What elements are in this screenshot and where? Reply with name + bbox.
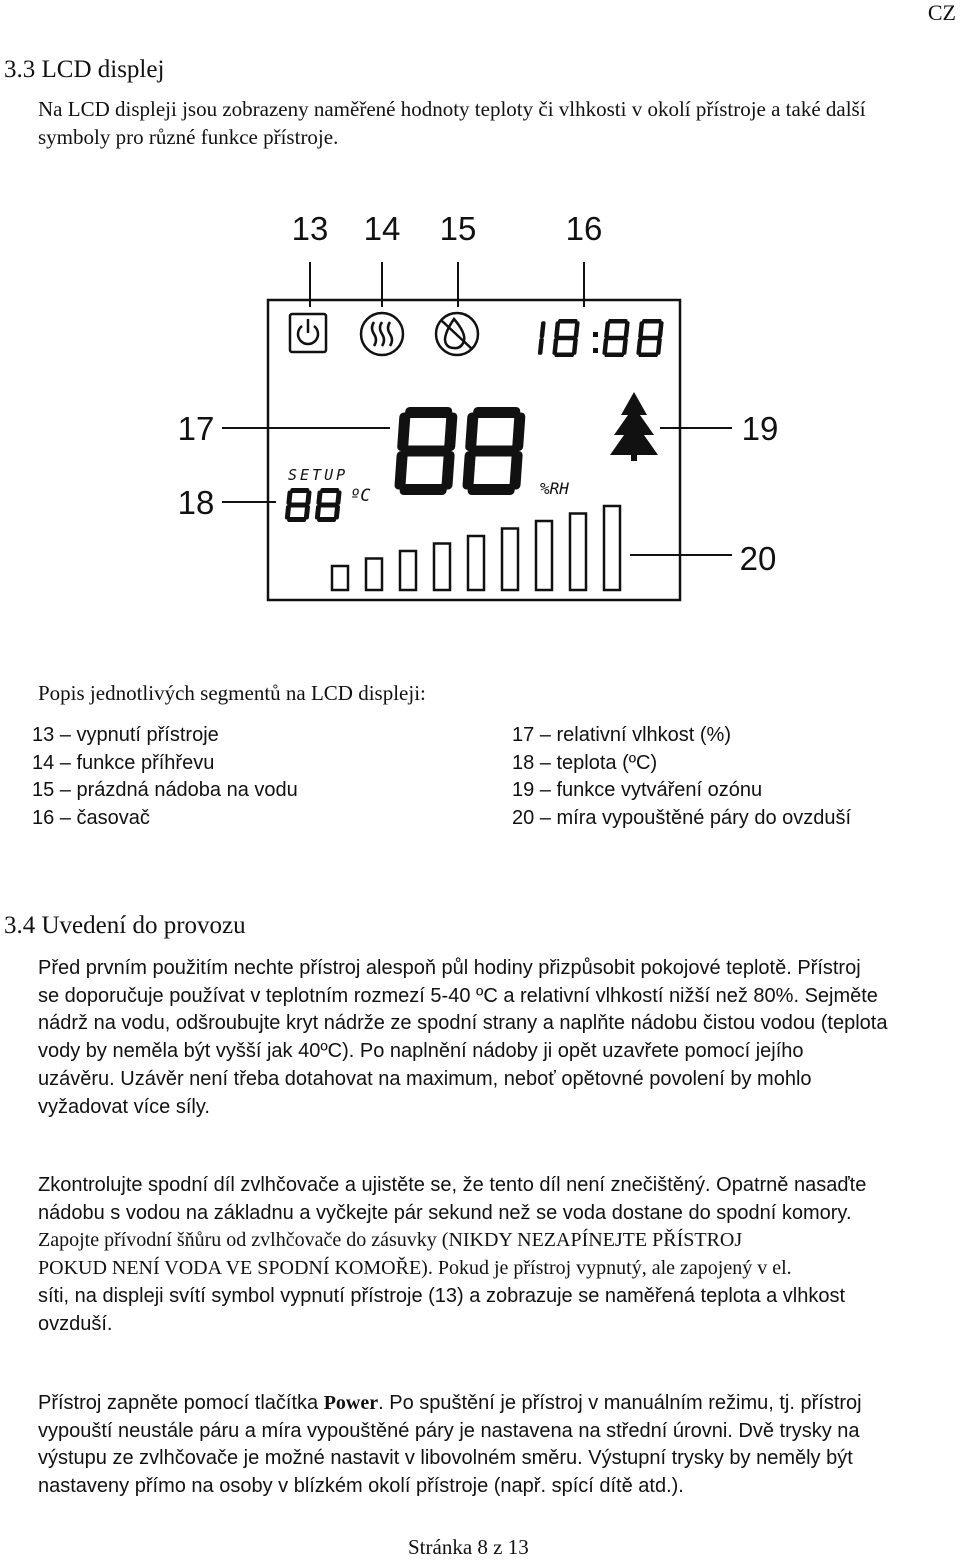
text-line: Zkontrolujte spodní díl zvlhčovače a ujistěte se, že tento díl není znečištěný. Opatrně nasaďte <box>38 1174 867 1196</box>
legend-item: 17 – relativní vlhkost (%) <box>512 724 731 746</box>
humidity-digit <box>394 407 458 495</box>
steam-level-bar <box>332 566 348 590</box>
text-line: nádobu s vodou na základnu a vyčkejte pár sekund než se voda dostane do spodní komory. <box>38 1201 852 1224</box>
temperature-unit-label: ºC <box>350 486 371 506</box>
text-line: vody by neměla být vyšší jak 40ºC). Po naplnění nádoby ji opět uzavřete pomocí jejího <box>38 1040 804 1063</box>
text-line: vyžadovat více síly. <box>38 1095 210 1118</box>
legend-item: 16 – časovač <box>32 806 150 829</box>
language-code: CZ <box>927 0 956 25</box>
text-run: Přístroj zapněte pomocí tlačítka <box>38 1392 324 1414</box>
paragraph-1 <box>38 955 956 1121</box>
text-line: síti, na displeji svítí symbol vypnutí přístroje (13) a zobrazuje se naměřená teplota a vlhkost <box>38 1284 846 1307</box>
steam-level-bar <box>536 521 552 590</box>
steam-level-bar <box>604 506 620 590</box>
callout-19: 19 <box>741 410 779 447</box>
humidity-unit-label: %RH <box>540 479 569 498</box>
empty-tank-icon <box>436 313 478 355</box>
steam-level-bar <box>468 536 484 590</box>
temperature-digit <box>314 488 342 522</box>
text-line: Zapojte přívodní šňůru od zvlhčovače do zásuvky (NIKDY NEZAPÍNEJTE PŘÍSTROJ <box>38 1229 743 1252</box>
humidity-digit <box>462 407 526 495</box>
lcd-display-diagram <box>150 195 810 625</box>
colon-dot <box>593 348 598 353</box>
time-digit <box>538 321 546 355</box>
power-button-label: Power <box>323 1392 379 1414</box>
colon-dot <box>593 332 598 337</box>
legend-item: 15 – prázdná nádoba na vodu <box>32 779 298 801</box>
legend-item: 19 – funkce vytváření ozónu <box>512 779 763 801</box>
section-3-3-intro: Na LCD displeji jsou zobrazeny naměřené hodnoty teploty či vlhkosti v okolí přístroje a také další symboly pro různé funkce přístroje. <box>38 97 866 149</box>
steam-level-bar <box>434 544 450 591</box>
text-line: výstupu ze zvlhčovače je možné nastavit v libovolném směru. Výstupní trysky by neměly být <box>38 1447 853 1470</box>
power-icon <box>290 314 326 352</box>
text-line: nastaveny přímo na osoby v blízkém okolí přístroje (např. spící dítě atd.). <box>38 1475 684 1498</box>
temperature-digit <box>284 488 312 522</box>
text-line: se doporučuje používat v teplotním rozmezí 5-40 ºC a relativní vlhkostí nižší než 80%. Sejměte <box>38 984 878 1007</box>
steam-level-bar <box>366 559 382 591</box>
text-line: vypouští neustále páru a míra vypouštěné páry je nastavena na střední úrovni. Dvě trysky na <box>38 1419 860 1442</box>
legend-item: 14 – funkce příhřevu <box>32 751 215 774</box>
callout-16: 16 <box>565 210 603 247</box>
callout-20: 20 <box>739 540 777 577</box>
legend-right-column <box>512 722 851 832</box>
callout-18: 18 <box>177 484 215 521</box>
humidity-display <box>394 407 526 495</box>
callout-13: 13 <box>291 210 329 247</box>
legend-item: 18 – teplota (ºC) <box>512 751 658 774</box>
legend-left-column <box>32 722 298 832</box>
legend-item: 20 – míra vypouštěné páry do ovzduší <box>512 806 852 829</box>
time-digit <box>636 319 664 357</box>
text-line: nádrž na vodu, odšroubujte kryt nádrže ze spodní strany a naplňte nádobu čistou vodou (teplota <box>38 1012 888 1035</box>
callout-14: 14 <box>363 210 401 247</box>
timer-display <box>538 319 664 357</box>
text-line: uzávěru. Uzávěr není třeba dotahovat na maximum, neboť opětovné povolení by mohlo <box>38 1067 812 1090</box>
section-3-4-title: 3.4 Uvedení do provozu <box>4 912 246 939</box>
section-3-3-title: 3.3 LCD displej <box>4 56 165 83</box>
steam-level-bars <box>332 506 620 590</box>
temperature-display <box>284 488 342 522</box>
text-run: . Po spuštění je přístroj v manuálním režimu, tj. přístroj <box>378 1392 862 1414</box>
time-digit <box>602 319 630 357</box>
text-line <box>38 1390 956 1418</box>
setup-label: SETUP <box>288 466 349 484</box>
text-line: Před prvním použitím nechte přístroj alespoň půl hodiny přizpůsobit pokojové teplotě. Přístroj <box>38 957 861 979</box>
callout-15: 15 <box>439 210 477 247</box>
legend-item: 13 – vypnutí přístroje <box>32 724 219 746</box>
steam-level-bar <box>400 551 416 590</box>
callout-17: 17 <box>177 410 215 447</box>
steam-level-bar <box>502 529 518 591</box>
tree-icon <box>610 392 658 461</box>
steam-level-bar <box>570 514 586 591</box>
paragraph-3 <box>38 1390 956 1501</box>
legend-title: Popis jednotlivých segmentů na LCD displeji: <box>38 681 426 705</box>
page-number: Stránka 8 z 13 <box>408 1535 529 1559</box>
text-line: ovzduší. <box>38 1312 113 1335</box>
heating-icon <box>361 313 403 355</box>
paragraph-2 <box>38 1172 956 1338</box>
time-digit <box>552 319 580 357</box>
text-line: POKUD NENÍ VODA VE SPODNÍ KOMOŘE). Pokud je přístroj vypnutý, ale zapojený v el. <box>38 1257 792 1280</box>
